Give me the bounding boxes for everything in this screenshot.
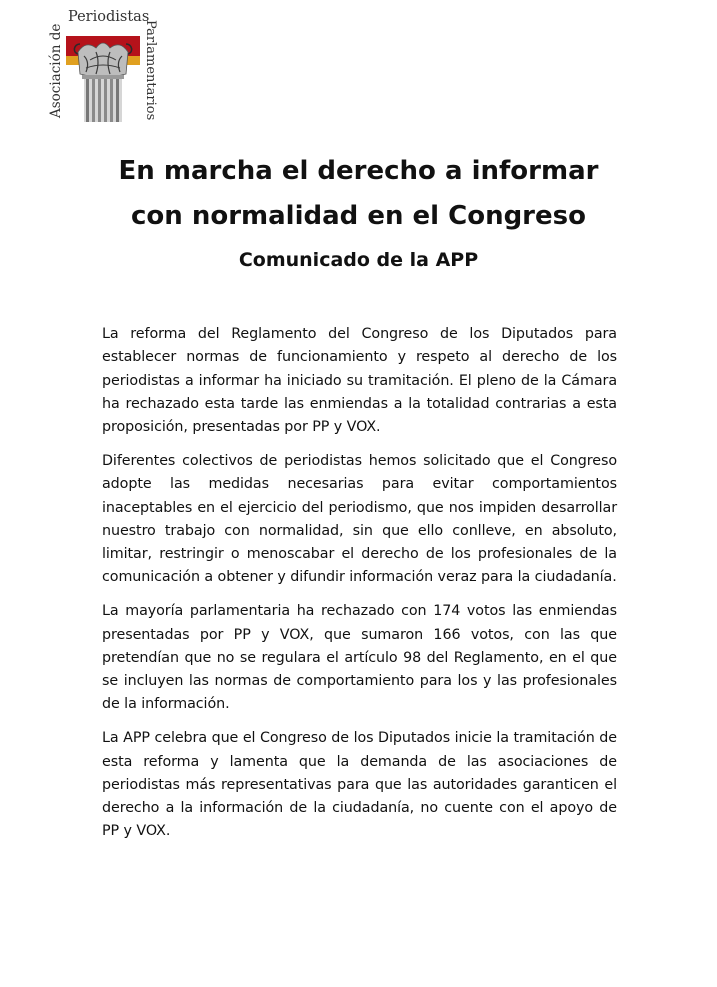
logo-shaft bbox=[84, 79, 122, 122]
paragraph-3: La mayoría parlamentaria ha rechazado con 174 votos las enmiendas presentadas por PP y VOX, que sumaron 166 votos, con las que pretendían que no se regulara el artículo 98 del Reglamento, en el que se incluyen las normas de comportamiento para los y las profesionales de la información. bbox=[102, 603, 617, 713]
logo-text-parlamentarios: Parlamentarios bbox=[143, 20, 158, 121]
paragraph-1: La reforma del Reglamento del Congreso de los Diputados para establecer normas de funcionamiento y respeto al derecho de los periodistas a informar ha iniciado su tramitación. El pleno de la Cámara ha rechazado esta tarde las enmiendas a la totalidad contrarias a esta proposición, presentadas por PP y VOX. bbox=[102, 326, 617, 436]
document-body bbox=[102, 323, 617, 854]
logo-text-asociacion: Asociación de bbox=[48, 23, 64, 118]
logo-text-periodistas: Periodistas bbox=[68, 9, 150, 25]
paragraph-2: Diferentes colectivos de periodistas hemos solicitado que el Congreso adopte las medidas necesarias para evitar comportamientos inaceptables en el ejercicio del periodismo, que nos impiden desarrollar nuestro trabajo con normalidad, sin que ello conlleve, en absoluto, limitar, restringir o menoscabar el derecho de los profesionales de la comunicación a obtener y difundir información veraz para la ciudadanía. bbox=[102, 452, 617, 586]
title-line-1: En marcha el derecho a informar bbox=[118, 156, 599, 186]
app-logo bbox=[48, 10, 158, 122]
paragraph-4: La APP celebra que el Congreso de los Diputados inicie la tramitación de esta reforma y lamenta que la demanda de las asociaciones de periodistas más representativas para que las autoridades garanticen el derecho a la información de la ciudadanía, no cuente con el apoyo de PP y VOX. bbox=[102, 730, 617, 840]
title-line-2: con normalidad en el Congreso bbox=[131, 201, 586, 231]
logo-capital bbox=[74, 43, 131, 77]
column-capital-icon bbox=[66, 30, 140, 122]
page-subtitle: Comunicado de la APP bbox=[238, 249, 479, 271]
logo-necking bbox=[82, 75, 124, 79]
page-title bbox=[0, 149, 717, 239]
